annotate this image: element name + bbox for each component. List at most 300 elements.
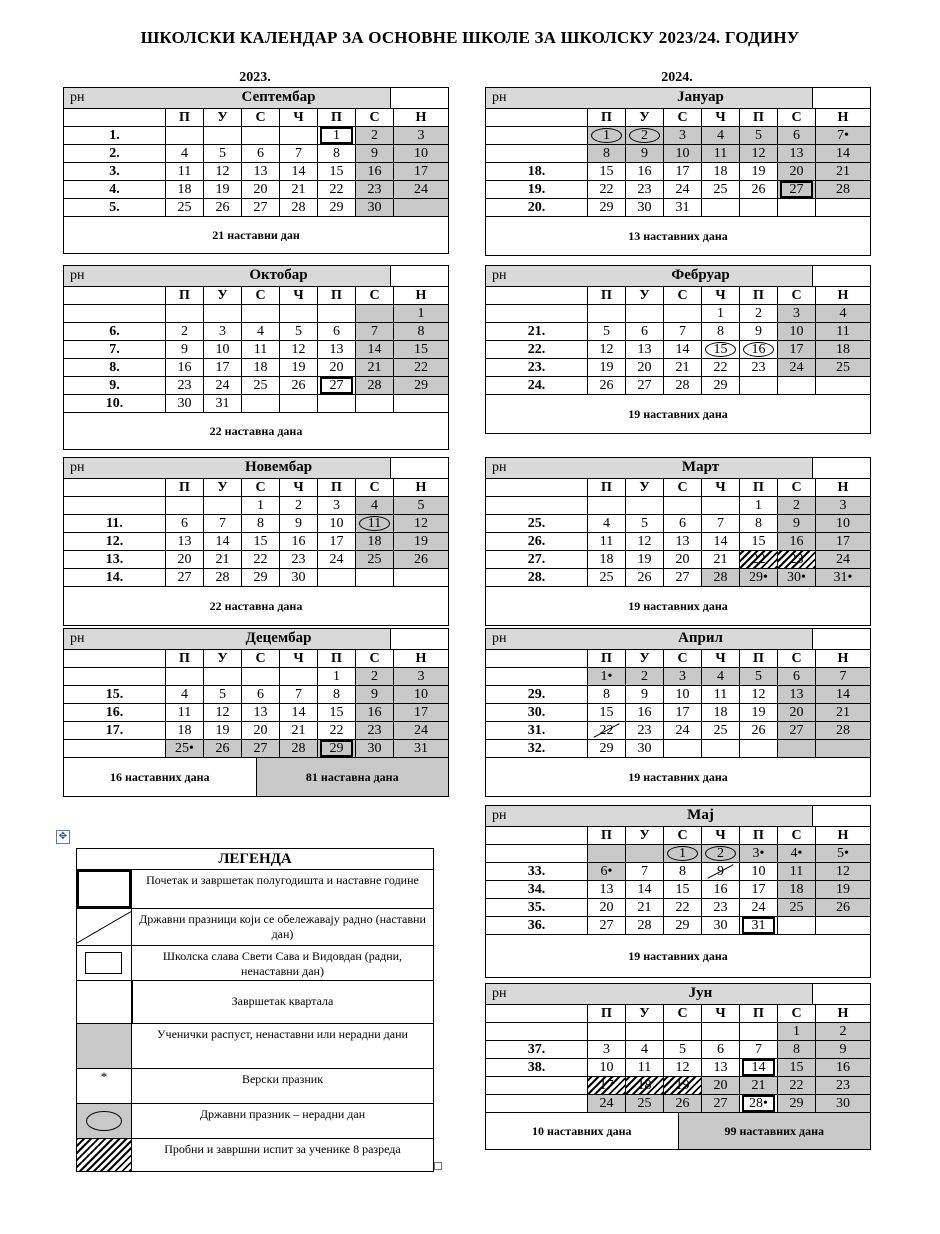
month-table [63, 265, 449, 450]
day-cell: 7 [664, 323, 702, 340]
day-header: Н [837, 828, 849, 843]
day-cell: 3 [318, 497, 356, 514]
week-row [64, 181, 448, 199]
week-row [64, 377, 448, 395]
day-cell: 17 [318, 533, 356, 550]
header-corner [812, 458, 870, 478]
day-cell: 8 [588, 145, 626, 162]
week-number-label: рн [64, 88, 166, 108]
day-cell: 21 [816, 704, 870, 721]
day-cell: 4 [166, 686, 204, 703]
box-symbol [77, 946, 132, 980]
day-cell: 18 [588, 551, 626, 568]
legend-text: Верски празник [241, 1072, 324, 1086]
day-cell: 21 [740, 1077, 778, 1094]
day-cell: 20 [588, 899, 626, 916]
day-header: Н [837, 480, 849, 495]
day-cell: 21 [816, 163, 870, 180]
day-cell: 24 [740, 899, 778, 916]
week-row [486, 1077, 870, 1095]
day-cell: 9 [626, 686, 664, 703]
day-cell [356, 395, 394, 412]
day-cell: 25 [588, 569, 626, 586]
week-number: 27. [486, 551, 588, 568]
day-cell: 10 [204, 341, 242, 358]
week-number: 23. [486, 359, 588, 376]
day-cell: 5 [204, 686, 242, 703]
day-cell: 15 [394, 341, 448, 358]
day-cell: 16 [356, 704, 394, 721]
day-cell: 25 [702, 181, 740, 198]
day-cell: 15 [702, 341, 740, 358]
day-cell: 5 [280, 323, 318, 340]
day-header: П [740, 109, 778, 126]
week-number: 4. [64, 181, 166, 198]
day-cell: 26 [740, 722, 778, 739]
day-cell: 22 [318, 722, 356, 739]
day-cell: 30• [778, 569, 816, 586]
day-header-row [486, 1005, 870, 1023]
week-row [486, 127, 870, 145]
day-cell: 27 [242, 740, 280, 757]
day-cell: 29 [588, 199, 626, 216]
month-name: Март [588, 458, 812, 478]
day-cell: 29 [394, 377, 448, 394]
week-number-label: рн [486, 266, 588, 286]
week-row [64, 551, 448, 569]
header-corner [812, 984, 870, 1004]
day-cell: 27 [318, 377, 356, 394]
day-cell: 27 [166, 569, 204, 586]
day-cell: 18 [702, 704, 740, 721]
day-cell: 17 [664, 163, 702, 180]
day-cell: 24 [394, 722, 448, 739]
week-row [64, 163, 448, 181]
day-cell [318, 395, 356, 412]
day-header: Н [415, 480, 427, 495]
day-cell: 5 [626, 515, 664, 532]
legend-text: Пробни и завршни испит за ученике 8 разреда [164, 1142, 401, 1156]
teaching-days-count: 19 наставних дана [628, 406, 728, 421]
header-corner [390, 266, 448, 286]
week-row [486, 569, 870, 587]
day-cell: 25 [778, 899, 816, 916]
day-cell: 9 [626, 145, 664, 162]
day-header: С [778, 109, 816, 126]
week-row [486, 305, 870, 323]
legend-text: Почетак и завршетак полугодишта и наставне године [146, 873, 419, 887]
day-header: У [626, 827, 664, 844]
day-header: Н [837, 1006, 849, 1021]
day-cell: 18 [242, 359, 280, 376]
day-cell [356, 305, 394, 322]
day-header: С [356, 109, 394, 126]
day-cell [626, 845, 664, 862]
month-footer [486, 395, 870, 433]
day-cell: 17 [394, 163, 448, 180]
day-cell: 23 [778, 551, 816, 568]
day-cell [166, 668, 204, 685]
week-number: 1. [64, 127, 166, 144]
day-cell [166, 305, 204, 322]
day-header: С [664, 479, 702, 496]
week-number [486, 497, 588, 514]
week-number-label: рн [64, 458, 166, 478]
day-cell: 26 [740, 181, 778, 198]
day-cell: 20 [778, 704, 816, 721]
week-row [64, 686, 448, 704]
day-header: С [664, 1005, 702, 1022]
day-cell: 4 [816, 305, 870, 322]
day-cell [166, 127, 204, 144]
day-cell: 16 [166, 359, 204, 376]
week-number: 35. [486, 899, 588, 916]
day-header: П [588, 287, 626, 304]
day-header: С [664, 287, 702, 304]
week-number: 28. [486, 569, 588, 586]
day-cell: 4 [356, 497, 394, 514]
day-cell: 10 [664, 145, 702, 162]
day-cell: 29 [318, 199, 356, 216]
day-cell: 14 [664, 341, 702, 358]
day-cell: 30 [166, 395, 204, 412]
day-cell: 25 [702, 722, 740, 739]
month-table [63, 628, 449, 797]
day-cell: 14 [816, 686, 870, 703]
day-cell: 4 [702, 127, 740, 144]
day-cell [394, 199, 448, 216]
day-cell: 2 [778, 497, 816, 514]
day-cell: 20 [778, 163, 816, 180]
day-cell: 7 [280, 145, 318, 162]
day-cell: 24 [664, 181, 702, 198]
day-cell: 7 [740, 1041, 778, 1058]
month-name: Фебруар [588, 266, 812, 286]
day-cell: 24 [394, 181, 448, 198]
day-header: С [356, 479, 394, 496]
day-cell: 8 [318, 686, 356, 703]
day-cell: 22 [588, 722, 626, 739]
day-cell: 11 [356, 515, 394, 532]
day-header-row [486, 827, 870, 845]
month-footer [486, 935, 870, 977]
day-cell: 13 [778, 686, 816, 703]
week-number: 16. [64, 704, 166, 721]
day-cell: 25 [626, 1095, 664, 1112]
week-number-label: рн [64, 266, 166, 286]
month-header [486, 88, 870, 109]
day-header: П [588, 650, 626, 667]
day-cell: 9 [280, 515, 318, 532]
day-cell: 29• [740, 569, 778, 586]
day-header: У [204, 479, 242, 496]
day-header: С [356, 650, 394, 667]
day-cell: 27 [778, 181, 816, 198]
week-row [486, 323, 870, 341]
day-header: У [204, 287, 242, 304]
day-cell: 7 [626, 863, 664, 880]
day-cell: 2 [166, 323, 204, 340]
day-cell: 11 [166, 704, 204, 721]
week-col-blank [486, 1005, 588, 1022]
day-cell [702, 740, 740, 757]
day-header: П [740, 827, 778, 844]
week-row [486, 1095, 870, 1113]
month-table [485, 457, 871, 626]
day-header: Ч [702, 287, 740, 304]
day-cell: 2 [626, 668, 664, 685]
week-number: 3. [64, 163, 166, 180]
week-row [486, 881, 870, 899]
month-table [485, 628, 871, 797]
day-cell: 1 [702, 305, 740, 322]
day-cell: 24 [318, 551, 356, 568]
day-cell: 12 [394, 515, 448, 532]
day-cell: 29 [318, 740, 356, 757]
week-row [486, 551, 870, 569]
day-cell: 16 [740, 341, 778, 358]
day-cell: 27 [588, 917, 626, 934]
legend-row-school-day [77, 946, 433, 981]
day-cell: 6 [166, 515, 204, 532]
day-cell: 18 [702, 163, 740, 180]
week-number: 30. [486, 704, 588, 721]
day-header: С [356, 287, 394, 304]
day-cell: 8 [664, 863, 702, 880]
day-cell: 22 [778, 1077, 816, 1094]
week-row [64, 199, 448, 217]
day-cell: 14 [816, 145, 870, 162]
day-cell: 26 [280, 377, 318, 394]
day-header: П [740, 287, 778, 304]
day-cell: 26 [816, 899, 870, 916]
day-cell: 27 [664, 569, 702, 586]
day-cell: 30 [816, 1095, 870, 1112]
month-header [486, 984, 870, 1005]
day-cell: 29 [702, 377, 740, 394]
day-cell: 5 [740, 668, 778, 685]
day-cell: 7 [280, 686, 318, 703]
day-cell: 9 [356, 686, 394, 703]
day-cell: 19 [740, 704, 778, 721]
day-cell: 3 [394, 127, 448, 144]
day-cell: 26 [626, 569, 664, 586]
day-header: П [318, 287, 356, 304]
day-cell: 1 [740, 497, 778, 514]
day-cell: 4 [702, 668, 740, 685]
day-cell: 17 [588, 1077, 626, 1094]
day-cell: 31 [664, 199, 702, 216]
week-col-blank [64, 479, 166, 496]
day-header: С [242, 109, 280, 126]
day-cell: 1 [242, 497, 280, 514]
week-row [64, 533, 448, 551]
day-cell: 20 [702, 1077, 740, 1094]
day-cell: 26 [204, 740, 242, 757]
day-cell: 22 [318, 181, 356, 198]
day-cell: 13 [664, 533, 702, 550]
day-cell: 17 [816, 533, 870, 550]
day-cell: 28 [816, 181, 870, 198]
week-row [64, 359, 448, 377]
day-cell: 26 [588, 377, 626, 394]
header-corner [390, 629, 448, 649]
day-cell [280, 395, 318, 412]
day-header: Ч [702, 1005, 740, 1022]
week-row [64, 323, 448, 341]
day-cell: 13 [626, 341, 664, 358]
day-cell [394, 569, 448, 586]
day-header: С [778, 287, 816, 304]
month-footer [486, 758, 870, 796]
day-header: С [242, 287, 280, 304]
day-cell [280, 305, 318, 322]
day-header: У [626, 287, 664, 304]
day-header: С [242, 479, 280, 496]
teaching-days-count: 13 наставних дана [628, 228, 728, 243]
day-cell: 11 [626, 1059, 664, 1076]
week-col-blank [486, 650, 588, 667]
day-cell: 6 [702, 1041, 740, 1058]
day-header: Н [415, 288, 427, 303]
day-cell: 12 [204, 163, 242, 180]
quarter-end-symbol [77, 981, 132, 1023]
week-row [486, 686, 870, 704]
month-header [486, 266, 870, 287]
day-cell: 18 [166, 181, 204, 198]
day-cell: 11 [702, 686, 740, 703]
month-table [485, 983, 871, 1150]
header-corner [812, 629, 870, 649]
day-cell: 9 [778, 515, 816, 532]
day-cell: 19 [204, 722, 242, 739]
day-cell: 26 [394, 551, 448, 568]
day-cell: 16 [816, 1059, 870, 1076]
day-cell: 24 [816, 551, 870, 568]
week-row [486, 1023, 870, 1041]
teaching-days-count: 22 наставна дана [209, 598, 303, 613]
month-name: Јун [588, 984, 812, 1004]
header-corner [812, 806, 870, 826]
day-header: С [664, 827, 702, 844]
week-row [486, 163, 870, 181]
day-cell: 20 [242, 181, 280, 198]
day-header: Н [415, 651, 427, 666]
day-cell: 3 [394, 668, 448, 685]
week-col-blank [486, 827, 588, 844]
day-header: С [778, 479, 816, 496]
day-cell: 28 [664, 377, 702, 394]
day-cell: 3 [664, 127, 702, 144]
week-number: 9. [64, 377, 166, 394]
day-header: С [778, 1005, 816, 1022]
day-cell: 14 [356, 341, 394, 358]
day-cell: 12 [740, 145, 778, 162]
week-row [64, 145, 448, 163]
gray-fill-symbol [77, 1024, 132, 1068]
day-cell: 17 [740, 881, 778, 898]
day-header: Ч [280, 479, 318, 496]
table-move-handle-icon[interactable]: ✥ [56, 830, 70, 844]
day-header-row [64, 287, 448, 305]
day-cell: 17 [394, 704, 448, 721]
day-cell: 10 [740, 863, 778, 880]
week-number: 26. [486, 533, 588, 550]
day-cell: 30 [702, 917, 740, 934]
legend-row-quarter [77, 981, 433, 1024]
day-cell: 3 [204, 323, 242, 340]
month-header [486, 458, 870, 479]
day-cell: 30 [356, 199, 394, 216]
day-cell: 2 [356, 127, 394, 144]
week-number: 36. [486, 917, 588, 934]
day-cell: 16 [626, 704, 664, 721]
day-cell: 15 [242, 533, 280, 550]
day-cell [816, 377, 870, 394]
day-header-row [486, 650, 870, 668]
day-cell: 11 [702, 145, 740, 162]
week-number: 38. [486, 1059, 588, 1076]
day-cell: 23 [740, 359, 778, 376]
month-table [485, 805, 871, 978]
week-number: 19. [486, 181, 588, 198]
day-header: Н [837, 651, 849, 666]
week-number [64, 305, 166, 322]
day-cell [778, 199, 816, 216]
week-row [486, 704, 870, 722]
day-cell: 9 [702, 863, 740, 880]
day-cell: 10 [394, 686, 448, 703]
day-cell: 6 [664, 515, 702, 532]
day-cell: 15 [664, 881, 702, 898]
day-cell: 16 [778, 533, 816, 550]
day-cell [664, 1023, 702, 1040]
day-cell [740, 740, 778, 757]
teaching-days-count: 21 наставни дан [212, 227, 300, 242]
day-cell: 29 [242, 569, 280, 586]
day-cell: 12 [204, 704, 242, 721]
day-cell: 27 [626, 377, 664, 394]
day-cell: 13 [588, 881, 626, 898]
day-cell: 19 [816, 881, 870, 898]
month-header [64, 458, 448, 479]
day-cell: 7 [816, 668, 870, 685]
table-resize-handle[interactable] [434, 1162, 442, 1170]
day-header: У [626, 1005, 664, 1022]
week-row [486, 377, 870, 395]
day-header: Ч [702, 109, 740, 126]
day-cell: 28 [280, 740, 318, 757]
day-header: Н [415, 110, 427, 125]
teaching-days-count: 19 наставних дана [628, 598, 728, 613]
day-cell: 13 [702, 1059, 740, 1076]
day-cell: 24 [204, 377, 242, 394]
day-cell [242, 668, 280, 685]
day-cell: 15 [318, 704, 356, 721]
day-cell: 15 [318, 163, 356, 180]
day-header-row [486, 479, 870, 497]
day-cell: 8 [588, 686, 626, 703]
week-row [486, 1059, 870, 1077]
day-cell [816, 917, 870, 934]
week-col-blank [64, 650, 166, 667]
day-cell [626, 497, 664, 514]
day-cell: 5 [588, 323, 626, 340]
day-cell: 22 [242, 551, 280, 568]
month-header [64, 629, 448, 650]
day-header-row [486, 109, 870, 127]
week-number [486, 1023, 588, 1040]
